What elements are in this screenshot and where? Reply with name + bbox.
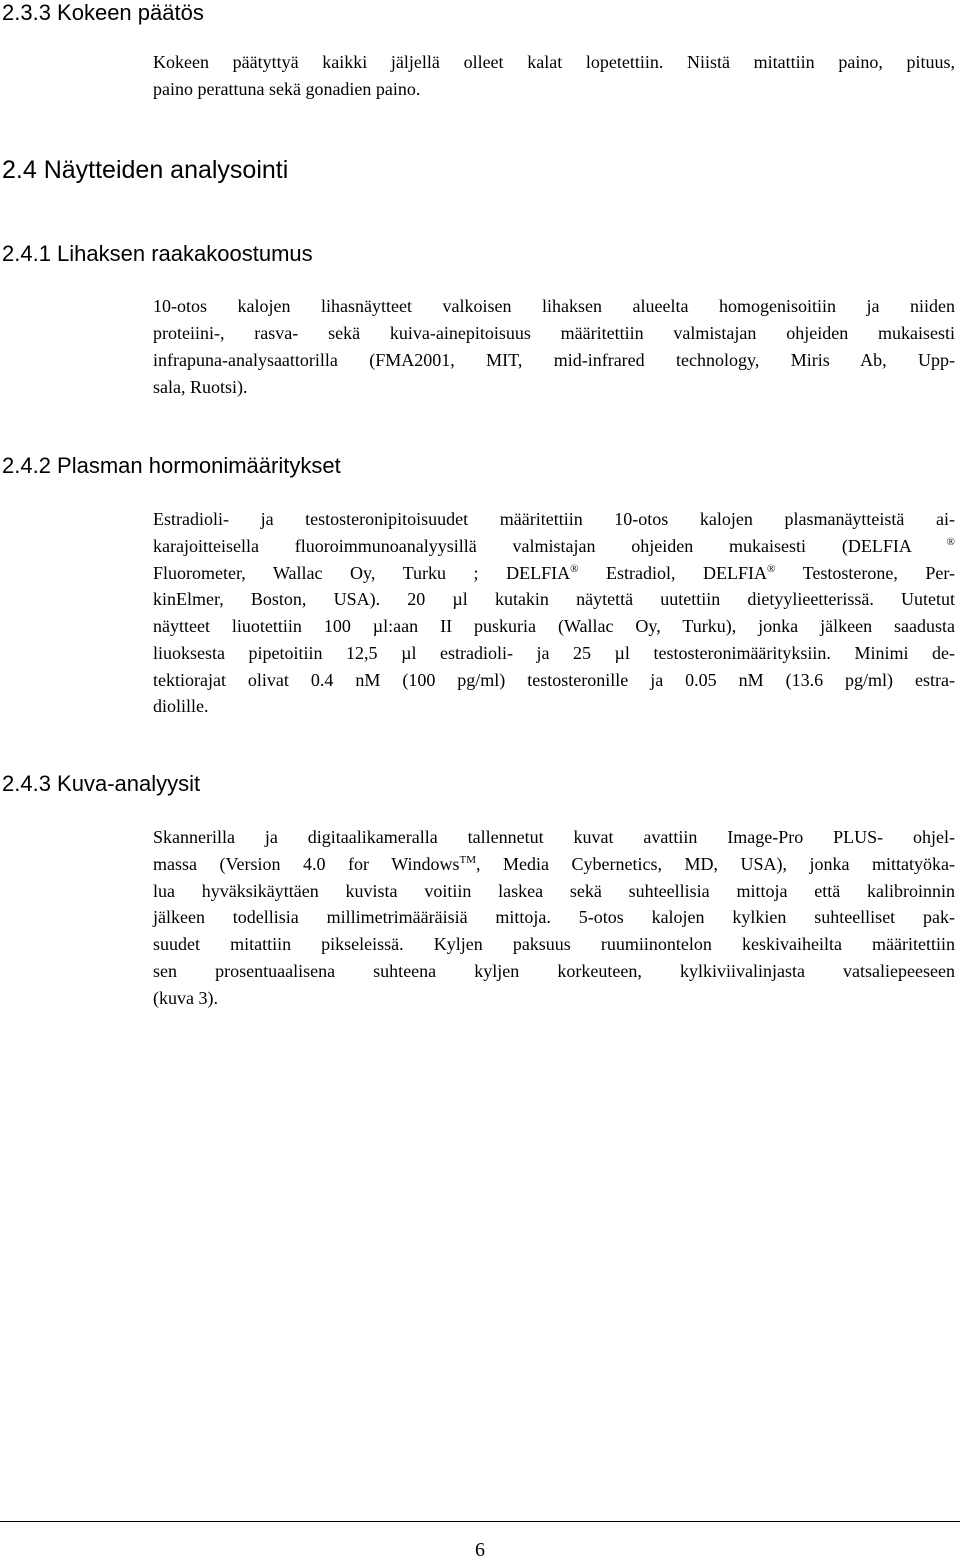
paragraph-line: 10-otos kalojen lihasnäytteet valkoisen lihaksen alueelta homogenisoitiin ja niiden	[153, 296, 955, 316]
page-number: 6	[475, 1539, 485, 1561]
paragraph-line: näytteet liuotettiin 100 µl:aan II puskuria (Wallac Oy, Turku), jonka jälkeen saadusta	[153, 616, 955, 636]
paragraph-line: Kokeen päätyttyä kaikki jäljellä olleet kalat lopetettiin. Niistä mitattiin paino, pituus,	[153, 52, 955, 72]
registered-mark: ®	[767, 563, 776, 575]
paragraph-line: diolille.	[153, 696, 209, 716]
paragraph-line: lua hyväksikäyttäen kuvista voitiin laskea sekä suhteellisia mittoja että kalibroinnin	[153, 881, 955, 901]
section-heading-2-4-2: 2.4.2 Plasman hormonimääritykset	[2, 453, 341, 478]
section-heading-2-3-3: 2.3.3 Kokeen päätös	[2, 0, 204, 25]
section-heading-2-4-3: 2.4.3 Kuva-analyysit	[2, 771, 201, 796]
paragraph-line: proteiini-, rasva- sekä kuiva-ainepitoisuus määritettiin valmistajan ohjeiden mukaisesti	[153, 323, 955, 343]
paragraph-line: suudet mitattiin pikseleissä. Kyljen paksuus ruumiinontelon keskivaiheilta määritettiin	[153, 934, 955, 954]
paragraph-line: Fluorometer, Wallac Oy, Turku ; DELFIA® Estradiol, DELFIA® Testosterone, Per-	[153, 563, 956, 583]
paragraph-line: infrapuna-analysaattorilla (FMA2001, MIT, mid-infrared technology, Miris Ab, Upp-	[153, 350, 955, 370]
paragraph-line: Estradioli- ja testosteronipitoisuudet määritettiin 10-otos kalojen plasmanäytteistä ai-	[153, 509, 955, 529]
paragraph-line: sen prosentuaalisena suhteena kyljen korkeuteen, kylkiviivalinjasta vatsaliepeeseen	[153, 961, 955, 981]
paragraph-line: Skannerilla ja digitaalikameralla tallennetut kuvat avattiin Image-Pro PLUS- ohjel-	[153, 827, 955, 847]
paragraph-line: sala, Ruotsi).	[153, 377, 248, 397]
paragraph-line: tektiorajat olivat 0.4 nM (100 pg/ml) testosteronille ja 0.05 nM (13.6 pg/ml) estra-	[153, 670, 955, 690]
section-heading-2-4: 2.4 Näytteiden analysointi	[2, 156, 289, 184]
paragraph-line: kinElmer, Boston, USA). 20 µl kutakin näytettä uutettiin dietyylieetterissä. Uutetut	[153, 589, 955, 609]
paragraph-line: karajoitteisella fluoroimmunoanalyysillä valmistajan ohjeiden mukaisesti (DELFIA ®	[153, 536, 955, 556]
paragraph-line: jälkeen todellisia millimetrimääräisiä mittoja. 5-otos kalojen kylkien suhteelliset pak-	[153, 907, 955, 927]
paragraph-line: massa (Version 4.0 for Windows™, Media Cybernetics, MD, USA), jonka mittatyöka-	[153, 854, 956, 874]
paragraph-line: (kuva 3).	[153, 988, 218, 1008]
paragraph-line: paino perattuna sekä gonadien paino.	[153, 79, 421, 99]
footer-divider	[0, 1521, 960, 1522]
section-heading-2-4-1: 2.4.1 Lihaksen raakakoostumus	[2, 241, 313, 266]
registered-mark: ®	[946, 536, 955, 548]
registered-mark: ®	[570, 563, 579, 575]
paragraph-line: liuoksesta pipetoitiin 12,5 µl estradioli- ja 25 µl testosteronimäärityksiin. Minimi de-	[153, 643, 955, 663]
trademark-mark: TM	[459, 854, 476, 866]
